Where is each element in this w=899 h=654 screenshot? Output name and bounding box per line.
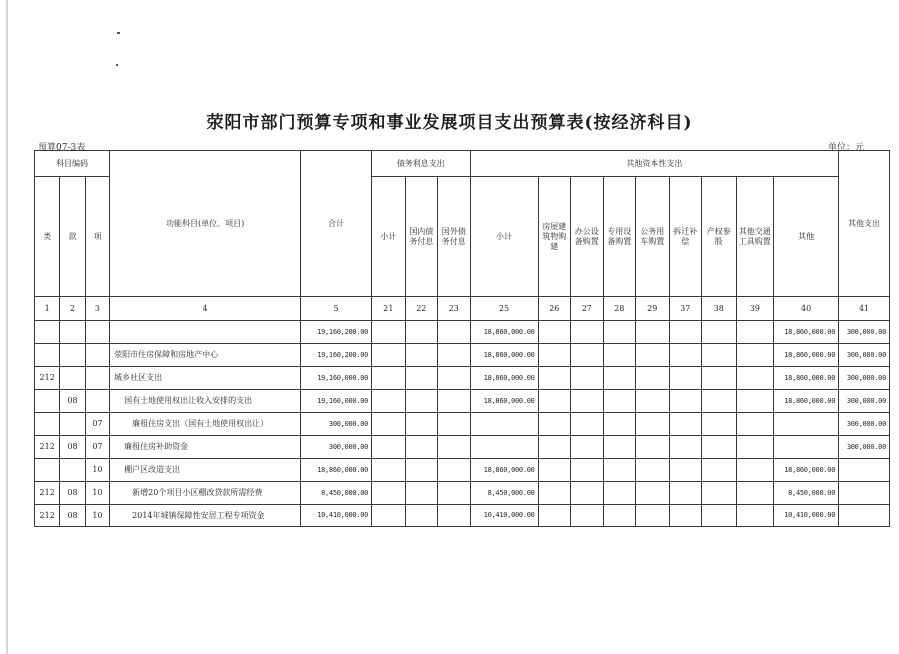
cap-special-cell <box>603 390 635 413</box>
cap-house-cell <box>538 505 570 527</box>
cap-house-cell <box>538 482 570 505</box>
cap-other-cell: 8,450,000.00 <box>774 482 839 505</box>
lei-cell: 212 <box>35 367 60 390</box>
table-row <box>35 505 890 527</box>
table-row <box>35 413 890 436</box>
xiang-cell <box>85 344 109 367</box>
xiang-cell <box>85 367 109 390</box>
cap-relocation-cell <box>669 367 701 390</box>
cap-transport-cell <box>736 413 774 436</box>
lei-cell <box>35 344 60 367</box>
xiang-cell: 10 <box>85 459 109 482</box>
cap-office-header: 办公设备购置 <box>571 177 603 297</box>
kuan-cell <box>60 344 85 367</box>
col-number: 38 <box>702 297 737 321</box>
debt-subtotal-cell <box>372 482 406 505</box>
other-expense-cell: 300,000.00 <box>839 321 890 344</box>
cap-vehicle-cell <box>636 459 670 482</box>
cap-office-cell <box>571 505 603 527</box>
cap-transport-cell <box>736 321 774 344</box>
lei-cell <box>35 390 60 413</box>
cap-equity-cell <box>702 459 737 482</box>
debt-domestic-cell <box>405 367 437 390</box>
cap-office-cell <box>571 390 603 413</box>
budget-table <box>34 150 890 527</box>
cap-house-cell <box>538 344 570 367</box>
func-subject-header: 功能科目(单位、项目) <box>110 151 301 297</box>
subject-code-header: 科目编码 <box>35 151 110 177</box>
total-cell: 19,160,000.00 <box>301 390 372 413</box>
cap-office-cell <box>571 482 603 505</box>
cap-subtotal-cell: 10,410,000.00 <box>470 505 538 527</box>
cap-transport-cell <box>736 367 774 390</box>
scan-speck <box>116 64 118 66</box>
debt-subtotal-cell <box>372 436 406 459</box>
kuan-cell: 08 <box>60 436 85 459</box>
cap-relocation-header: 拆迁补偿 <box>669 177 701 297</box>
cap-transport-cell <box>736 344 774 367</box>
debt-domestic-header: 国内债务付息 <box>405 177 437 297</box>
total-cell: 19,160,200.00 <box>301 321 372 344</box>
lei-cell <box>35 321 60 344</box>
debt-subtotal-cell <box>372 413 406 436</box>
cap-other-cell: 10,410,000.00 <box>774 505 839 527</box>
cap-equity-header: 产权参股 <box>702 177 737 297</box>
debt-foreign-cell <box>438 413 470 436</box>
subject-name-cell: 2014年城镇保障性安居工程专项资金 <box>110 505 301 527</box>
debt-domestic-cell <box>405 344 437 367</box>
debt-group-header: 债务利息支出 <box>372 151 470 177</box>
cap-office-cell <box>571 321 603 344</box>
cap-office-cell <box>571 413 603 436</box>
lei-header: 类 <box>35 177 60 297</box>
cap-equity-cell <box>702 390 737 413</box>
kuan-cell <box>60 459 85 482</box>
cap-other-header: 其他 <box>774 177 839 297</box>
cap-equity-cell <box>702 413 737 436</box>
kuan-cell <box>60 367 85 390</box>
subject-name-cell: 棚户区改造支出 <box>110 459 301 482</box>
other-expense-header: 其他支出 <box>839 151 890 297</box>
subject-name-cell: 国有土地使用权出让收入安排的支出 <box>110 390 301 413</box>
debt-foreign-cell <box>438 390 470 413</box>
cap-house-header: 房屋建筑物购建 <box>538 177 570 297</box>
cap-transport-header: 其他交通工具购置 <box>736 177 774 297</box>
col-number: 4 <box>110 297 301 321</box>
budget-sheet <box>34 150 886 530</box>
page-title: 荥阳市部门预算专项和事业发展项目支出预算表(按经济科目) <box>206 113 693 133</box>
debt-domestic-cell <box>405 459 437 482</box>
table-row <box>35 344 890 367</box>
cap-subtotal-cell: 18,860,000.00 <box>470 321 538 344</box>
col-number: 23 <box>438 297 470 321</box>
kuan-cell: 08 <box>60 505 85 527</box>
subject-name-cell: 新增20个项目小区棚改贷款所需经费 <box>110 482 301 505</box>
subject-name-cell <box>110 321 301 344</box>
debt-domestic-cell <box>405 413 437 436</box>
other-expense-cell: 300,000.00 <box>839 413 890 436</box>
debt-foreign-cell <box>438 344 470 367</box>
cap-vehicle-cell <box>636 436 670 459</box>
cap-subtotal-cell: 8,450,000.00 <box>470 482 538 505</box>
cap-special-cell <box>603 459 635 482</box>
cap-subtotal-cell: 18,860,000.00 <box>470 390 538 413</box>
cap-house-cell <box>538 321 570 344</box>
cap-relocation-cell <box>669 482 701 505</box>
cap-equity-cell <box>702 482 737 505</box>
cap-vehicle-cell <box>636 321 670 344</box>
debt-subtotal-cell <box>372 367 406 390</box>
xiang-cell <box>85 390 109 413</box>
cap-other-cell: 18,860,000.00 <box>774 459 839 482</box>
lei-cell: 212 <box>35 436 60 459</box>
cap-relocation-cell <box>669 436 701 459</box>
debt-domestic-cell <box>405 482 437 505</box>
cap-special-cell <box>603 436 635 459</box>
debt-foreign-cell <box>438 321 470 344</box>
col-number: 26 <box>538 297 570 321</box>
cap-other-cell <box>774 436 839 459</box>
cap-vehicle-header: 公务用车购置 <box>636 177 670 297</box>
cap-house-cell <box>538 367 570 390</box>
col-number: 28 <box>603 297 635 321</box>
col-number: 41 <box>839 297 890 321</box>
cap-special-cell <box>603 321 635 344</box>
other-expense-cell <box>839 482 890 505</box>
kuan-cell <box>60 413 85 436</box>
lei-cell: 212 <box>35 482 60 505</box>
cap-house-cell <box>538 459 570 482</box>
other-expense-cell: 300,000.00 <box>839 367 890 390</box>
cap-house-cell <box>538 413 570 436</box>
col-number: 25 <box>470 297 538 321</box>
cap-subtotal-cell: 18,860,000.00 <box>470 367 538 390</box>
debt-subtotal-cell <box>372 459 406 482</box>
cap-transport-cell <box>736 459 774 482</box>
debt-foreign-cell <box>438 505 470 527</box>
cap-vehicle-cell <box>636 367 670 390</box>
debt-domestic-cell <box>405 390 437 413</box>
total-cell: 8,450,000.00 <box>301 482 372 505</box>
scan-edge <box>6 0 8 654</box>
unit-label: 单位：元 <box>828 143 865 153</box>
cap-house-cell <box>538 436 570 459</box>
lei-cell <box>35 413 60 436</box>
table-row <box>35 367 890 390</box>
col-number: 39 <box>736 297 774 321</box>
lei-cell <box>35 459 60 482</box>
col-number: 22 <box>405 297 437 321</box>
xiang-header: 项 <box>85 177 109 297</box>
cap-other-cell: 18,860,000.00 <box>774 344 839 367</box>
cap-office-cell <box>571 367 603 390</box>
subject-name-cell: 廉租住房支出（国有土地使用权出让） <box>110 413 301 436</box>
cap-vehicle-cell <box>636 344 670 367</box>
data-rows <box>35 321 890 527</box>
table-row <box>35 436 890 459</box>
kuan-cell: 08 <box>60 390 85 413</box>
debt-subtotal-header: 小计 <box>372 177 406 297</box>
debt-subtotal-cell <box>372 321 406 344</box>
col-number: 29 <box>636 297 670 321</box>
debt-foreign-cell <box>438 482 470 505</box>
cap-relocation-cell <box>669 390 701 413</box>
other-expense-cell <box>839 459 890 482</box>
cap-vehicle-cell <box>636 482 670 505</box>
cap-vehicle-cell <box>636 390 670 413</box>
table-row <box>35 321 890 344</box>
other-expense-cell: 300,000.00 <box>839 436 890 459</box>
cap-other-cell <box>774 413 839 436</box>
debt-foreign-cell <box>438 436 470 459</box>
other-expense-cell <box>839 505 890 527</box>
debt-subtotal-cell <box>372 505 406 527</box>
cap-special-cell <box>603 413 635 436</box>
total-cell: 19,160,000.00 <box>301 367 372 390</box>
cap-house-cell <box>538 390 570 413</box>
cap-relocation-cell <box>669 459 701 482</box>
cap-special-cell <box>603 482 635 505</box>
kuan-cell: 08 <box>60 482 85 505</box>
cap-other-cell: 18,860,000.00 <box>774 390 839 413</box>
debt-subtotal-cell <box>372 344 406 367</box>
cap-office-cell <box>571 344 603 367</box>
cap-relocation-cell <box>669 505 701 527</box>
debt-subtotal-cell <box>372 390 406 413</box>
lei-cell: 212 <box>35 505 60 527</box>
capital-group-header: 其他资本性支出 <box>470 151 839 177</box>
total-cell: 10,410,000.00 <box>301 505 372 527</box>
col-number: 37 <box>669 297 701 321</box>
other-expense-cell: 300,000.00 <box>839 390 890 413</box>
cap-office-cell <box>571 459 603 482</box>
scan-speck <box>117 32 120 34</box>
cap-relocation-cell <box>669 344 701 367</box>
col-number: 3 <box>85 297 109 321</box>
subject-name-cell: 廉租住房补助资金 <box>110 436 301 459</box>
cap-vehicle-cell <box>636 413 670 436</box>
col-number: 40 <box>774 297 839 321</box>
debt-foreign-cell <box>438 459 470 482</box>
debt-foreign-cell <box>438 367 470 390</box>
col-number: 27 <box>571 297 603 321</box>
cap-equity-cell <box>702 344 737 367</box>
debt-domestic-cell <box>405 505 437 527</box>
total-cell: 300,000.00 <box>301 413 372 436</box>
cap-special-cell <box>603 505 635 527</box>
col-number: 1 <box>35 297 60 321</box>
subject-name-cell: 城乡社区支出 <box>110 367 301 390</box>
form-code: 预算07-3表 <box>38 143 86 153</box>
kuan-cell <box>60 321 85 344</box>
total-header: 合计 <box>301 151 372 297</box>
cap-relocation-cell <box>669 321 701 344</box>
debt-domestic-cell <box>405 321 437 344</box>
xiang-cell: 10 <box>85 482 109 505</box>
column-number-row <box>35 297 890 321</box>
cap-vehicle-cell <box>636 505 670 527</box>
cap-transport-cell <box>736 390 774 413</box>
table-row <box>35 482 890 505</box>
cap-equity-cell <box>702 436 737 459</box>
cap-subtotal-cell <box>470 413 538 436</box>
xiang-cell: 10 <box>85 505 109 527</box>
cap-subtotal-header: 小计 <box>470 177 538 297</box>
col-number: 5 <box>301 297 372 321</box>
cap-equity-cell <box>702 505 737 527</box>
debt-domestic-cell <box>405 436 437 459</box>
xiang-cell: 07 <box>85 413 109 436</box>
cap-special-cell <box>603 344 635 367</box>
cap-transport-cell <box>736 436 774 459</box>
cap-subtotal-cell: 18,860,000.00 <box>470 459 538 482</box>
cap-equity-cell <box>702 367 737 390</box>
cap-special-header: 专用设备购置 <box>603 177 635 297</box>
xiang-cell <box>85 321 109 344</box>
debt-foreign-header: 国外债务付息 <box>438 177 470 297</box>
cap-transport-cell <box>736 482 774 505</box>
xiang-cell: 07 <box>85 436 109 459</box>
total-cell: 19,160,200.00 <box>301 344 372 367</box>
col-number: 21 <box>372 297 406 321</box>
cap-other-cell: 18,860,000.00 <box>774 367 839 390</box>
cap-subtotal-cell <box>470 436 538 459</box>
total-cell: 300,000.00 <box>301 436 372 459</box>
total-cell: 18,860,000.00 <box>301 459 372 482</box>
cap-other-cell: 18,860,000.00 <box>774 321 839 344</box>
table-row <box>35 459 890 482</box>
kuan-header: 款 <box>60 177 85 297</box>
col-number: 2 <box>60 297 85 321</box>
table-row <box>35 390 890 413</box>
cap-relocation-cell <box>669 413 701 436</box>
other-expense-cell: 300,000.00 <box>839 344 890 367</box>
subject-name-cell: 荥阳市住房保障和房地产中心 <box>110 344 301 367</box>
cap-equity-cell <box>702 321 737 344</box>
cap-subtotal-cell: 18,860,000.00 <box>470 344 538 367</box>
cap-office-cell <box>571 436 603 459</box>
cap-special-cell <box>603 367 635 390</box>
cap-transport-cell <box>736 505 774 527</box>
